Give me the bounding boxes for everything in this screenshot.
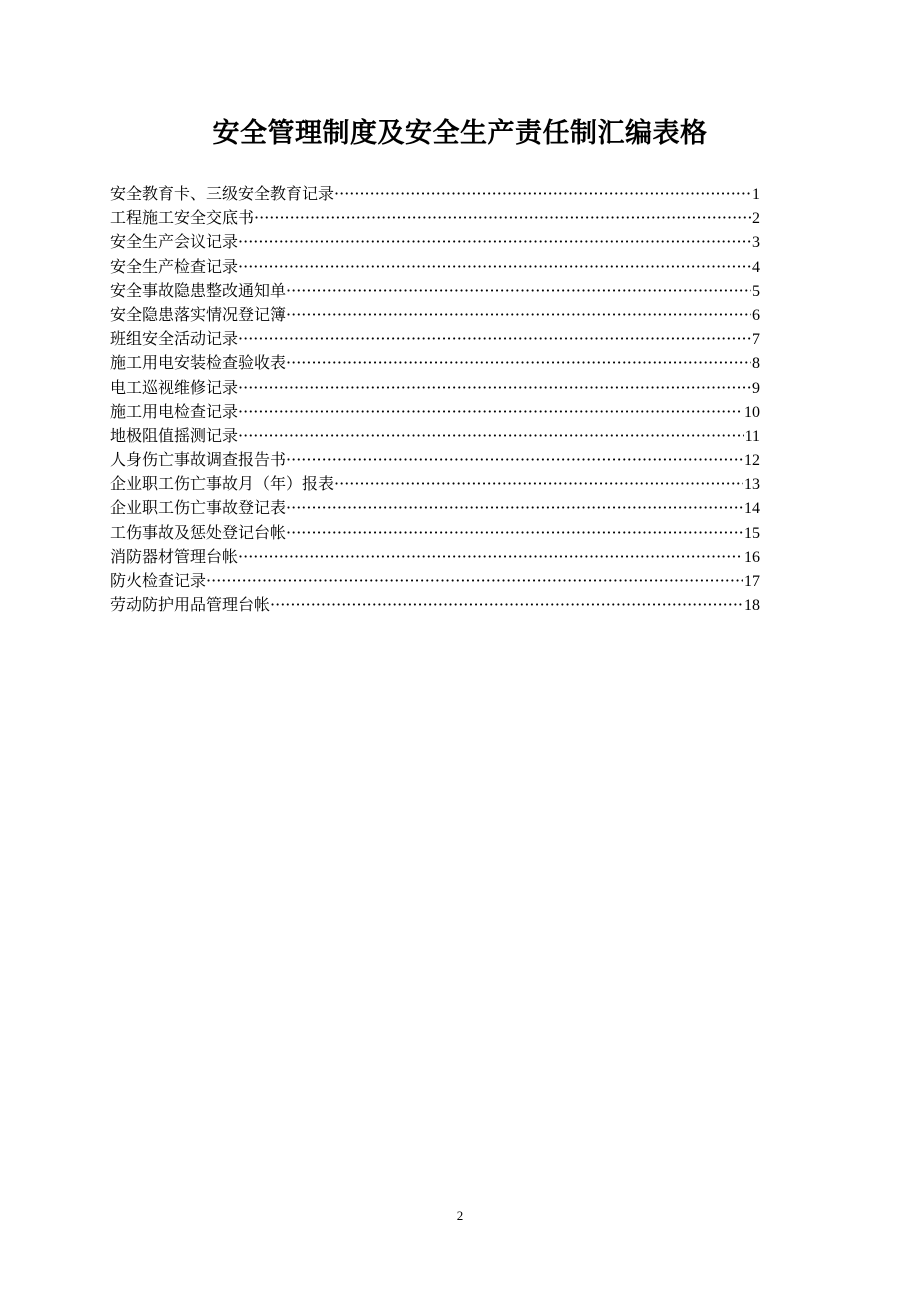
toc-dot-leader (238, 424, 744, 448)
toc-entry-page: 18 (744, 597, 760, 615)
toc-entry-page: 8 (752, 355, 760, 373)
toc-entry-label: 安全事故隐患整改通知单 (110, 280, 287, 300)
toc-entry[interactable] (110, 206, 760, 230)
toc-entry[interactable] (110, 521, 760, 545)
toc-entry[interactable] (110, 448, 760, 472)
toc-entry-page: 11 (744, 427, 760, 445)
page-number: 2 (456, 1208, 464, 1223)
toc-entry-page: 16 (744, 548, 760, 566)
toc-entry-label: 安全隐患落实情况登记簿 (110, 304, 287, 324)
toc-entry-label: 消防器材管理台帐 (110, 546, 239, 566)
toc-entry-label: 企业职工伤亡事故登记表 (110, 498, 287, 518)
toc-entry[interactable] (110, 472, 760, 496)
toc-entry[interactable] (110, 182, 760, 206)
toc-entry[interactable] (110, 279, 760, 303)
toc-entry-label: 工程施工安全交底书 (110, 208, 255, 228)
toc-entry-page: 12 (744, 452, 760, 470)
toc-entry-page: 6 (752, 306, 760, 324)
toc-dot-leader (286, 351, 751, 375)
toc-entry[interactable] (110, 593, 760, 617)
toc-entry-page: 1 (752, 186, 760, 203)
toc-entry[interactable] (110, 351, 760, 375)
toc-entry-label: 工伤事故及惩处登记台帐 (110, 522, 287, 542)
toc-entry[interactable] (110, 496, 760, 520)
toc-dot-leader (238, 545, 743, 569)
toc-entry-page: 10 (744, 403, 760, 421)
toc-entry-label: 安全生产会议记录 (110, 232, 239, 252)
toc-entry[interactable] (110, 424, 760, 448)
toc-entry-label: 安全生产检查记录 (110, 256, 239, 276)
toc-entry-label: 安全教育卡、三级安全教育记录 (110, 184, 335, 203)
toc-entry-page: 14 (744, 500, 760, 518)
toc-entry[interactable] (110, 545, 760, 569)
toc-entry-label: 施工用电检查记录 (110, 401, 239, 421)
toc-dot-leader (286, 448, 743, 472)
toc-dot-leader (254, 206, 751, 230)
toc-entry-label: 企业职工伤亡事故月（年）报表 (110, 474, 335, 494)
toc-dot-leader (334, 472, 743, 496)
toc-entry-page: 9 (752, 379, 760, 397)
table-of-contents (110, 182, 760, 617)
toc-dot-leader (286, 521, 743, 545)
toc-entry-page: 7 (752, 331, 760, 349)
toc-entry-label: 劳动防护用品管理台帐 (110, 595, 271, 615)
toc-dot-leader (238, 230, 751, 254)
toc-dot-leader (270, 593, 743, 617)
toc-dot-leader (206, 569, 743, 593)
toc-entry-label: 班组安全活动记录 (110, 329, 239, 349)
toc-entry[interactable] (110, 303, 760, 327)
toc-entry-label: 电工巡视维修记录 (110, 377, 239, 397)
toc-dot-leader (286, 303, 751, 327)
toc-entry-page: 5 (752, 282, 760, 300)
toc-dot-leader (286, 279, 751, 303)
toc-entry[interactable] (110, 327, 760, 351)
toc-dot-leader (238, 327, 751, 351)
toc-entry[interactable] (110, 230, 760, 254)
toc-entry-label: 人身伤亡事故调查报告书 (110, 450, 287, 470)
toc-entry-page: 17 (744, 573, 760, 590)
toc-entry-page: 13 (744, 476, 760, 494)
toc-entry-page: 3 (752, 234, 760, 252)
toc-dot-leader (238, 376, 751, 400)
toc-entry[interactable] (110, 400, 760, 424)
toc-dot-leader (334, 182, 751, 206)
toc-entry-page: 2 (752, 210, 760, 228)
toc-entry-page: 15 (744, 524, 760, 542)
document-title: 安全管理制度及安全生产责任制汇编表格 (212, 118, 708, 149)
toc-entry-label: 施工用电安装检查验收表 (110, 353, 287, 373)
toc-entry[interactable] (110, 569, 760, 593)
toc-dot-leader (286, 496, 743, 520)
toc-entry[interactable] (110, 376, 760, 400)
toc-dot-leader (238, 255, 751, 279)
toc-entry-label: 地极阻值摇测记录 (110, 425, 239, 445)
toc-entry-page: 4 (752, 258, 760, 276)
toc-dot-leader (238, 400, 743, 424)
toc-entry[interactable] (110, 255, 760, 279)
toc-entry-label: 防火检查记录 (110, 571, 207, 590)
